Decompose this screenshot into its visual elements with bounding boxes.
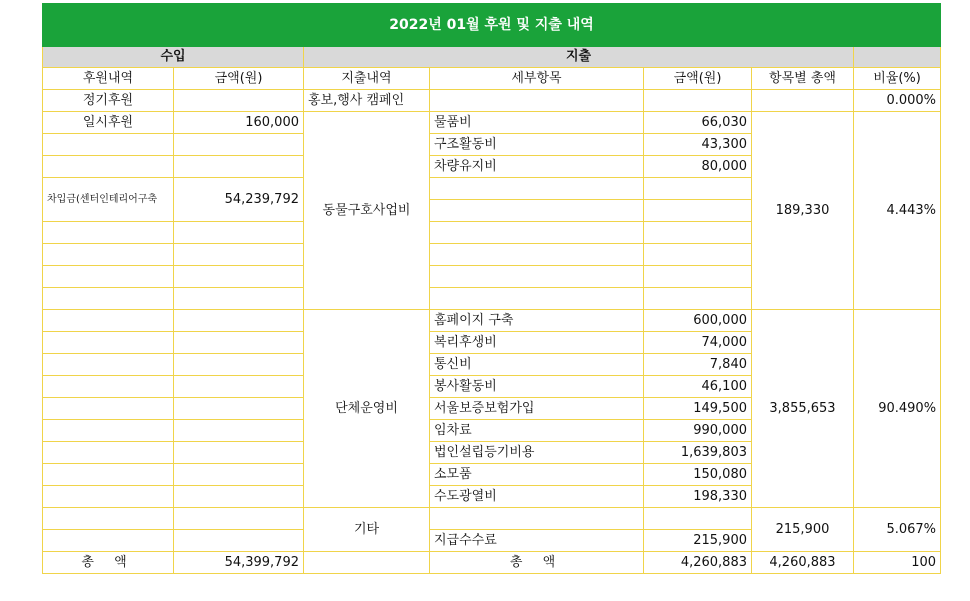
detail-item	[430, 244, 644, 266]
detail-amount	[644, 90, 752, 112]
income-label	[43, 134, 174, 156]
income-label	[43, 486, 174, 508]
income-amount	[174, 354, 304, 376]
income-amount	[174, 90, 304, 112]
income-amount	[174, 310, 304, 332]
income-amount	[174, 530, 304, 552]
income-amount	[174, 508, 304, 530]
category-total: 189,330	[752, 112, 854, 310]
income-label	[43, 354, 174, 376]
detail-item: 서울보증보험가입	[430, 398, 644, 420]
detail-item: 통신비	[430, 354, 644, 376]
table-row	[43, 310, 941, 332]
income-label	[43, 222, 174, 244]
detail-item: 차량유지비	[430, 156, 644, 178]
detail-amount	[644, 266, 752, 288]
income-amount	[174, 244, 304, 266]
table-row	[43, 508, 941, 530]
category-total-sum: 4,260,883	[752, 552, 854, 574]
detail-amount	[644, 288, 752, 310]
col-income-amount: 금액(원)	[174, 68, 304, 90]
income-label	[43, 310, 174, 332]
sheet-title: 2022년 01월 후원 및 지출 내역	[43, 4, 941, 47]
income-label	[43, 244, 174, 266]
expense-category: 단체운영비	[304, 310, 430, 508]
detail-amount	[644, 244, 752, 266]
detail-item: 법인설립등기비용	[430, 442, 644, 464]
detail-item: 홈페이지 구축	[430, 310, 644, 332]
detail-amount	[644, 508, 752, 530]
detail-item: 복리후생비	[430, 332, 644, 354]
detail-item	[430, 222, 644, 244]
income-label	[43, 442, 174, 464]
category-total	[752, 90, 854, 112]
expense-section-header: 지출	[304, 47, 854, 68]
income-label	[43, 464, 174, 486]
detail-item: 수도광열비	[430, 486, 644, 508]
category-ratio: 90.490%	[854, 310, 941, 508]
totals-row	[43, 552, 941, 574]
detail-item: 봉사활동비	[430, 376, 644, 398]
totals-blank	[304, 552, 430, 574]
income-amount	[174, 134, 304, 156]
category-total: 3,855,653	[752, 310, 854, 508]
income-label	[43, 288, 174, 310]
income-label: 일시후원	[43, 112, 174, 134]
income-label	[43, 332, 174, 354]
detail-amount: 46,100	[644, 376, 752, 398]
income-label	[43, 156, 174, 178]
income-label	[43, 508, 174, 530]
detail-amount: 43,300	[644, 134, 752, 156]
income-total-amount: 54,399,792	[174, 552, 304, 574]
detail-item	[430, 266, 644, 288]
detail-amount: 198,330	[644, 486, 752, 508]
col-category-total: 항목별 총액	[752, 68, 854, 90]
expense-category: 홍보,행사 캠페인	[304, 90, 430, 112]
table-row	[43, 112, 941, 134]
income-amount	[174, 288, 304, 310]
income-label	[43, 530, 174, 552]
detail-amount: 990,000	[644, 420, 752, 442]
table-row	[43, 90, 941, 112]
detail-amount: 66,030	[644, 112, 752, 134]
col-donation-item: 후원내역	[43, 68, 174, 90]
income-amount: 160,000	[174, 112, 304, 134]
detail-amount: 600,000	[644, 310, 752, 332]
ratio-total: 100	[854, 552, 941, 574]
expense-total-label: 총 액	[430, 552, 644, 574]
detail-amount: 215,900	[644, 530, 752, 552]
detail-item	[430, 200, 644, 222]
income-label: 차입금(센터인테리어구축	[43, 178, 174, 222]
income-amount	[174, 156, 304, 178]
income-label: 정기후원	[43, 90, 174, 112]
detail-amount: 150,080	[644, 464, 752, 486]
category-ratio: 5.067%	[854, 508, 941, 552]
income-amount	[174, 398, 304, 420]
col-expense-item: 지출내역	[304, 68, 430, 90]
detail-item: 지급수수료	[430, 530, 644, 552]
income-section-header: 수입	[43, 47, 304, 68]
income-amount	[174, 222, 304, 244]
income-amount	[174, 266, 304, 288]
expense-category: 동물구호사업비	[304, 112, 430, 310]
income-amount	[174, 442, 304, 464]
category-ratio: 0.000%	[854, 90, 941, 112]
income-amount	[174, 464, 304, 486]
detail-item: 임차료	[430, 420, 644, 442]
category-ratio: 4.443%	[854, 112, 941, 310]
detail-item	[430, 288, 644, 310]
income-amount	[174, 486, 304, 508]
detail-item	[430, 178, 644, 200]
section-header-blank	[854, 47, 941, 68]
income-label	[43, 420, 174, 442]
detail-amount: 1,639,803	[644, 442, 752, 464]
donation-expense-table	[42, 3, 941, 574]
detail-amount	[644, 200, 752, 222]
detail-amount: 7,840	[644, 354, 752, 376]
income-label	[43, 398, 174, 420]
detail-amount: 149,500	[644, 398, 752, 420]
detail-amount	[644, 222, 752, 244]
income-total-label: 총 액	[43, 552, 174, 574]
income-label	[43, 376, 174, 398]
detail-amount: 80,000	[644, 156, 752, 178]
detail-item: 구조활동비	[430, 134, 644, 156]
col-detail-item: 세부항목	[430, 68, 644, 90]
income-amount	[174, 332, 304, 354]
income-amount	[174, 376, 304, 398]
detail-item	[430, 90, 644, 112]
expense-category: 기타	[304, 508, 430, 552]
income-label	[43, 266, 174, 288]
expense-total-amount: 4,260,883	[644, 552, 752, 574]
detail-item	[430, 508, 644, 530]
col-detail-amount: 금액(원)	[644, 68, 752, 90]
category-total: 215,900	[752, 508, 854, 552]
col-ratio: 비율(%)	[854, 68, 941, 90]
detail-amount	[644, 178, 752, 200]
income-amount	[174, 420, 304, 442]
detail-amount: 74,000	[644, 332, 752, 354]
income-amount: 54,239,792	[174, 178, 304, 222]
detail-item: 물품비	[430, 112, 644, 134]
detail-item: 소모품	[430, 464, 644, 486]
